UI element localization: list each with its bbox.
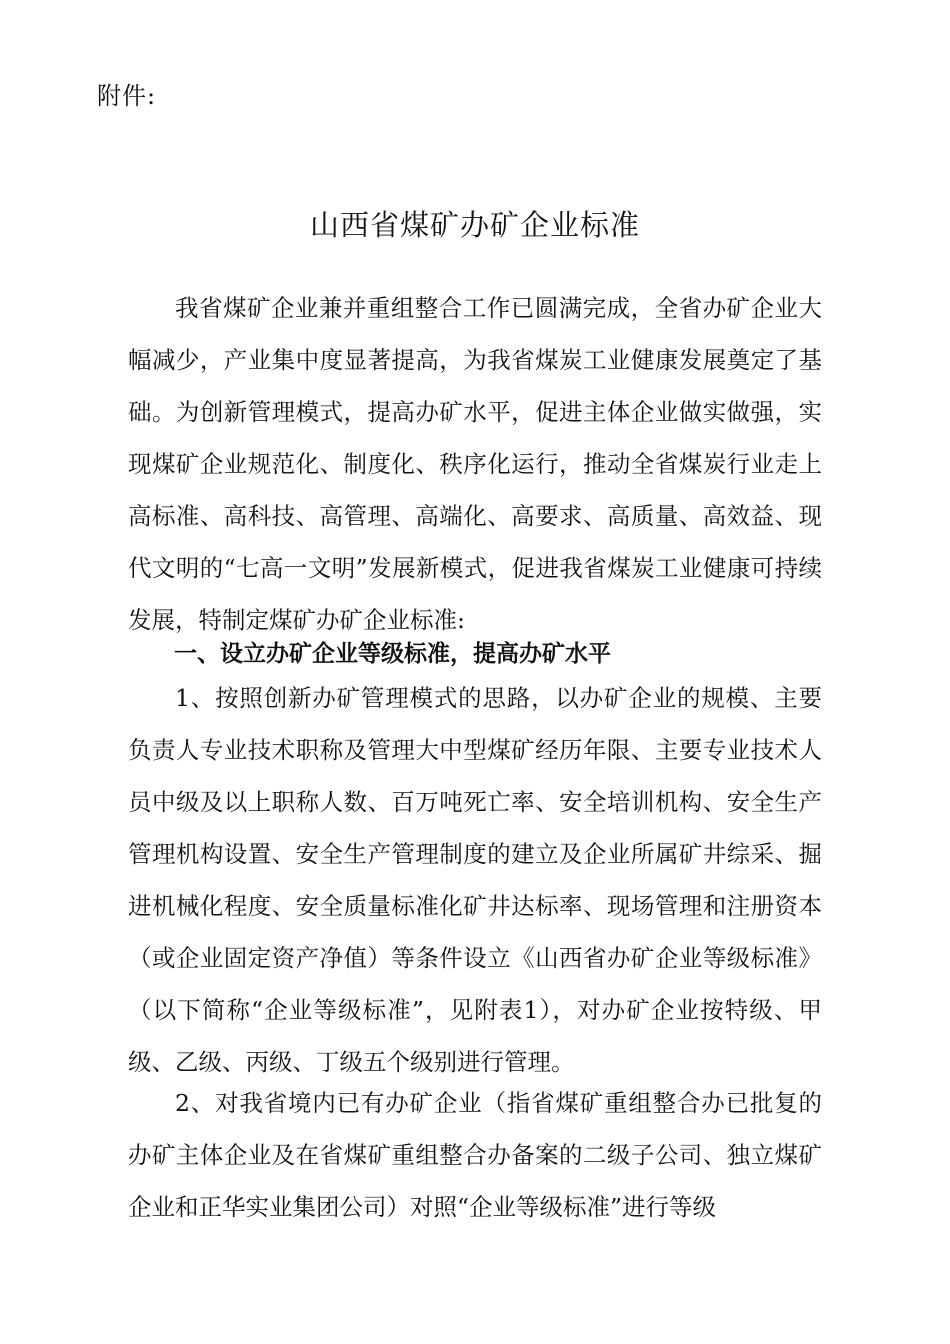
paragraph-text: 1、按照创新办矿管理模式的思路，以办矿企业的规模、主要负责人专业技术职称及管理大中型煤矿经历年限、主要专业技术人员中级及以上职称人数、百万吨死亡率、安全培训机构、安全生产管理机构设置、安全生产管理制度的建立及企业所属矿井综采、掘进机械化程度、安全质量标准化矿井达标率、现场管理和注册资本（或企业固定资产净值）等条件设立《山西省办矿企业等级标准》（以下简称“企业等级标准”，见附表1），对办矿企业按特级、甲级、乙级、丙级、丁级五个级别进行管理。 <box>128 684 822 1076</box>
section-heading-text: 一、设立办矿企业等级标准，提高办矿水平 <box>174 641 611 667</box>
intro-paragraph <box>128 282 822 646</box>
document-title: 山西省煤矿办矿企业标准 <box>309 208 640 242</box>
clause-1-paragraph <box>128 672 822 1088</box>
paragraph-text: 我省煤矿企业兼并重组整合工作已圆满完成，全省办矿企业大幅减少，产业集中度显著提高，为我省煤炭工业健康发展奠定了基础。为创新管理模式，提高办矿水平，促进主体企业做实做强，实现煤矿企业规范化、制度化、秩序化运行，推动全省煤炭行业走上高标准、高科技、高管理、高端化、高要求、高质量、高效益、现代文明的“七高一文明”发展新模式，促进我省煤炭工业健康可持续发展，特制定煤矿办矿企业标准: <box>128 294 822 634</box>
attachment-label: 附件: <box>97 82 157 110</box>
paragraph-text: 2、对我省境内已有办矿企业（指省煤矿重组整合办已批复的办矿主体企业及在省煤矿重组整合办备案的二级子公司、独立煤矿企业和正华实业集团公司）对照“企业等级标准”进行等级 <box>128 1089 822 1221</box>
clause-2-paragraph <box>128 1077 822 1233</box>
